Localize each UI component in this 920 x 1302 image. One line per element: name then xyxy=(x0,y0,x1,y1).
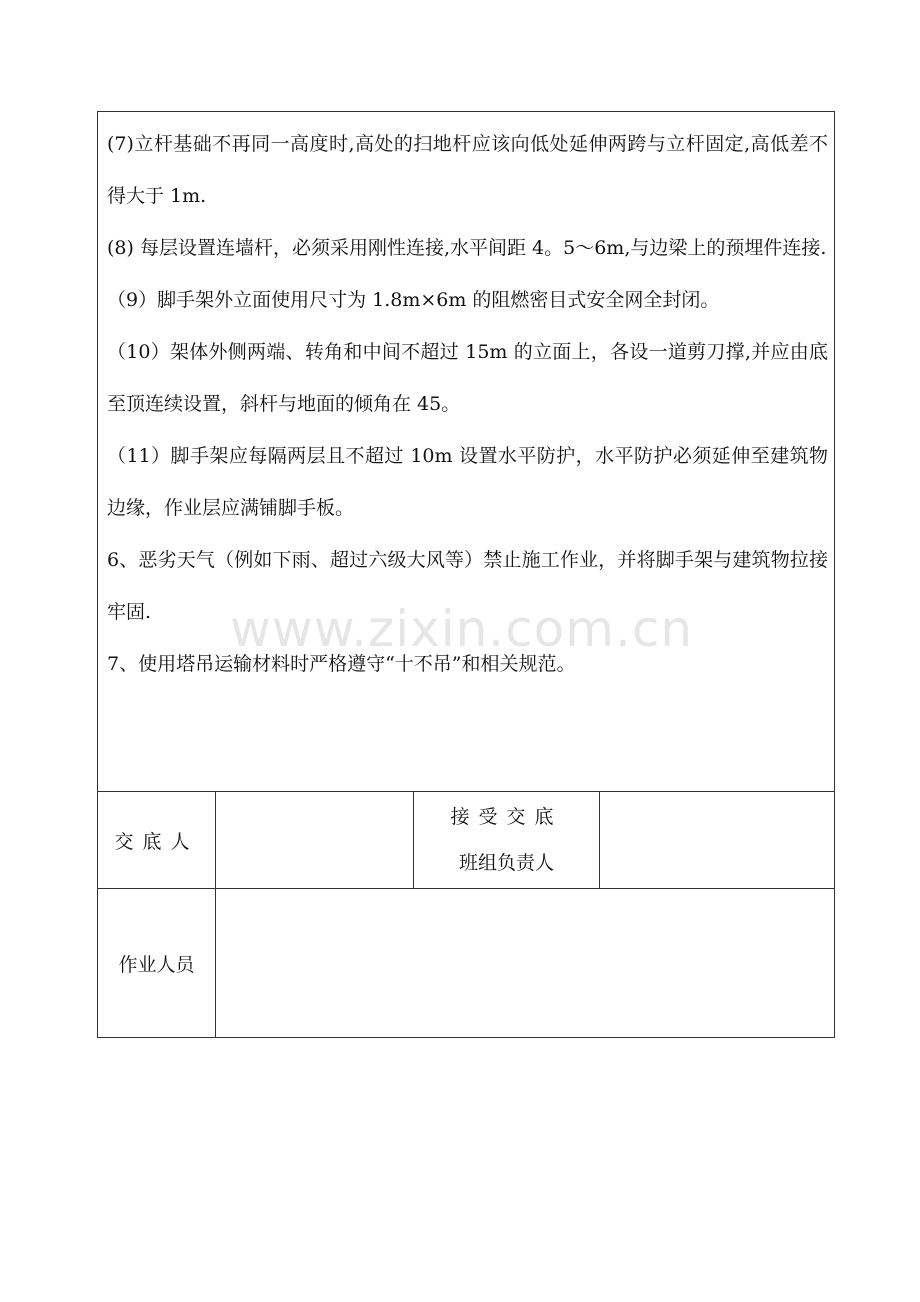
paragraph-11: （11）脚手架应每隔两层且不超过 10m 设置水平防护，水平防护必须延伸至建筑物边缘，作业层应满铺脚手板。 xyxy=(107,445,829,519)
item-7: 7、使用塔吊运输材料时严格遵守“十不吊”和相关规范。 xyxy=(107,653,576,675)
workers-value-cell[interactable] xyxy=(216,889,835,1038)
receiver-label-line2: 班组负责人 xyxy=(458,852,554,874)
paragraph-7: (7)立杆基础不再同一高度时,高处的扫地杆应该向低处延伸两跨与立杆固定,高低差不得大于 1m. xyxy=(107,133,829,207)
receiver-label-cell xyxy=(414,792,600,889)
receiver-label-line1: 接受交底 xyxy=(450,806,563,828)
workers-label-cell xyxy=(98,889,216,1038)
watermark: www.zixin.com.cn xyxy=(230,600,694,658)
paragraph-8: (8) 每层设置连墙杆，必须采用刚性连接,水平间距 4。5～6m,与边梁上的预埋件连接. xyxy=(107,237,827,259)
workers-label: 作业人员 xyxy=(118,953,195,976)
receiver-value-cell[interactable] xyxy=(600,792,835,889)
handover-value-cell[interactable] xyxy=(216,792,414,889)
handover-label-cell xyxy=(98,792,216,889)
content-cell xyxy=(98,112,835,792)
sign-row xyxy=(98,792,835,889)
workers-row xyxy=(98,889,835,1038)
paragraph-10: （10）架体外侧两端、转角和中间不超过 15m 的立面上，各设一道剪刀撑,并应由底至顶连续设置，斜杆与地面的倾角在 45。 xyxy=(107,341,829,415)
handover-label: 交底人 xyxy=(114,830,199,853)
disclosure-table xyxy=(97,111,835,1038)
content-row xyxy=(98,112,835,792)
item-6: 6、恶劣天气（例如下雨、超过六级大风等）禁止施工作业，并将脚手架与建筑物拉接牢固. xyxy=(107,549,829,623)
paragraph-9: （9）脚手架外立面使用尺寸为 1.8m×6m 的阻燃密目式安全网全封闭。 xyxy=(107,289,720,311)
